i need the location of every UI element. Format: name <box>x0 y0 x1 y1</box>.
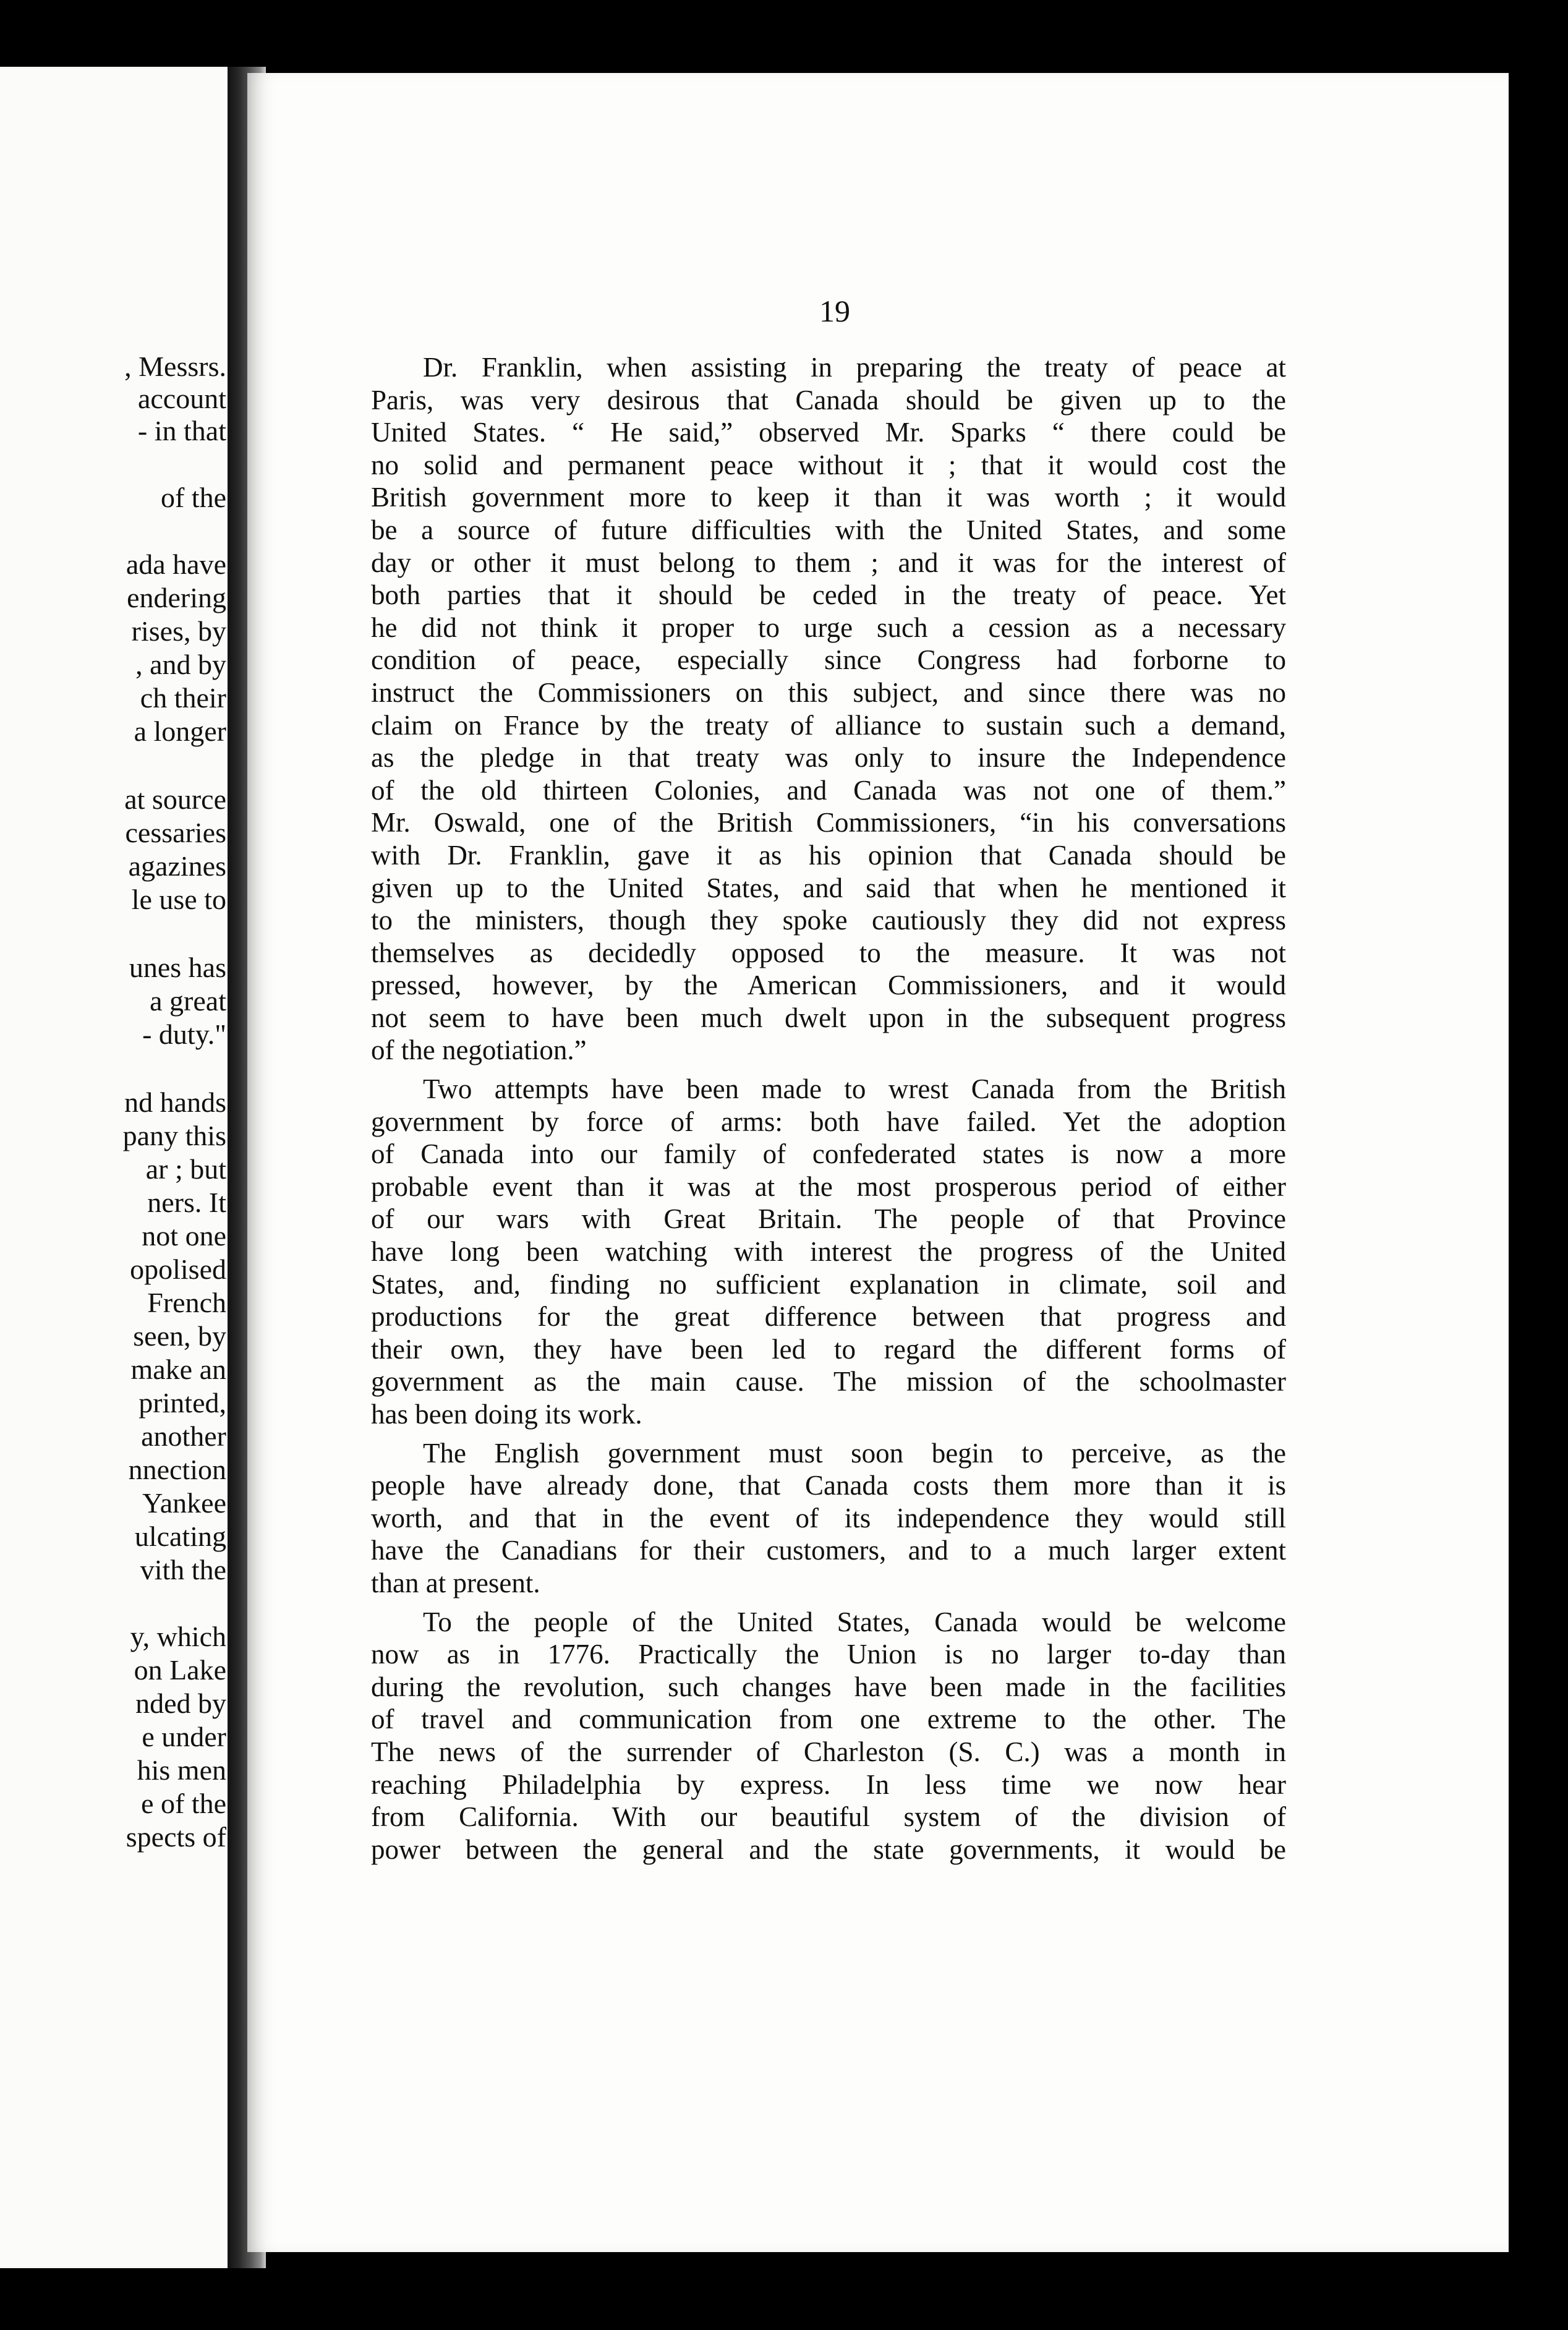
left-line: spects of <box>126 1821 226 1853</box>
left-line: rises, by <box>131 615 226 647</box>
text-line: States, and, finding no sufficient explanation in climate, soil and <box>371 1268 1286 1300</box>
text-line: pressed, however, by the American Commissioners, and it would <box>371 970 1286 1001</box>
text-line: with Dr. Franklin, gave it as his opinion that Canada should be <box>371 839 1286 871</box>
left-line: - duty." <box>142 1018 226 1050</box>
left-line: le use to <box>131 884 226 915</box>
text-line: Mr. Oswald, one of the British Commissioners, “in his conversations <box>371 807 1286 839</box>
left-line: , and by <box>135 649 226 680</box>
left-line: of the <box>160 482 226 513</box>
page-number: 19 <box>819 294 850 328</box>
text-line: Paris, was very desirous that Canada should be given up to the <box>371 384 1286 416</box>
text-line: probable event than it was at the most prosperous period of either <box>371 1171 1286 1202</box>
text-line: he did not think it proper to urge such a cession as a necessary <box>371 612 1286 643</box>
left-line: seen, by <box>133 1320 226 1352</box>
left-line: another <box>141 1420 226 1452</box>
left-line: his men <box>137 1754 226 1786</box>
text-line: have the Canadians for their customers, and to a much larger extent <box>371 1535 1286 1566</box>
text-line: power between the general and the state governments, it would be <box>371 1833 1286 1865</box>
text-line: worth, and that in the event of its independence they would still <box>371 1502 1286 1534</box>
text-line: during the revolution, such changes have been made in the facilities <box>371 1671 1286 1702</box>
text-line: from California. With our beautiful system of the division of <box>371 1801 1286 1833</box>
text-line: of our wars with Great Britain. The people of that Province <box>371 1203 1286 1235</box>
text-line: United States. “ He said,” observed Mr. Sparks “ there could be <box>371 417 1286 448</box>
text-line: British government more to keep it than it was worth ; it would <box>371 482 1286 513</box>
left-line: a longer <box>134 715 226 747</box>
text-line: both parties that it should be ceded in the treaty of peace. Yet <box>371 579 1286 611</box>
left-line: not one <box>142 1220 226 1252</box>
text-line: have long been watching with interest the progress of the United <box>371 1236 1286 1268</box>
left-line: at source <box>124 783 226 815</box>
text-line: To the people of the United States, Canada would be welcome <box>423 1606 1286 1637</box>
text-line: no solid and permanent peace without it ; that it would cost the <box>371 449 1286 480</box>
text-line: instruct the Commissioners on this subject, and since there was no <box>371 676 1286 708</box>
left-line: nnection <box>128 1454 226 1485</box>
text-line: of the negotiation.” <box>371 1035 587 1066</box>
text-line: to the ministers, though they spoke cautiously they did not express <box>371 905 1286 936</box>
left-line: ch their <box>140 682 226 714</box>
left-line: pany this <box>122 1120 226 1151</box>
text-line: their own, they have been led to regard the different forms of <box>371 1333 1286 1365</box>
text-line: claim on France by the treaty of alliance to sustain such a demand, <box>371 709 1286 741</box>
left-line: printed, <box>138 1387 226 1419</box>
text-line: be a source of future difficulties with the United States, and some <box>371 514 1286 545</box>
left-line: ada have <box>126 548 226 580</box>
left-line: French <box>147 1287 226 1318</box>
text-line: as the pledge in that treaty was only to insure the Independence <box>371 742 1286 774</box>
text-line: has been doing its work. <box>371 1399 642 1430</box>
text-line: given up to the United States, and said that when he mentioned it <box>371 872 1286 903</box>
left-line: ar ; but <box>145 1153 226 1185</box>
body-text <box>371 351 1286 1866</box>
left-line: opolised <box>130 1253 226 1285</box>
scan-border <box>1509 87 1568 2288</box>
text-line: The news of the surrender of Charleston (S. C.) was a month in <box>371 1736 1286 1767</box>
left-line: - in that <box>137 415 226 446</box>
left-line: on Lake <box>134 1654 226 1686</box>
text-line: Dr. Franklin, when assisting in preparing the treaty of peace at <box>423 352 1286 383</box>
left-line: unes has <box>129 952 226 983</box>
left-line: Yankee <box>142 1487 226 1519</box>
left-page-fragment <box>0 67 228 2268</box>
text-line: not seem to have been much dwelt upon in the subsequent progress <box>371 1002 1286 1033</box>
text-line: than at present. <box>371 1567 540 1598</box>
left-line: cessaries <box>125 817 226 848</box>
left-line: nd hands <box>124 1086 226 1118</box>
text-line: condition of peace, especially since Congress had forborne to <box>371 644 1286 676</box>
left-line: y, which <box>130 1621 226 1652</box>
text-line: government by force of arms: both have failed. Yet the adoption <box>371 1106 1286 1137</box>
left-line: agazines <box>128 850 226 882</box>
text-line: of Canada into our family of confederated states is now a more <box>371 1138 1286 1170</box>
text-line: The English government must soon begin to perceive, as the <box>423 1437 1286 1469</box>
left-line: make an <box>130 1354 226 1385</box>
left-line: a great <box>150 985 226 1017</box>
left-line: e under <box>142 1721 226 1752</box>
text-line: now as in 1776. Practically the Union is no larger to-day than <box>371 1639 1286 1670</box>
text-line: of travel and communication from one extreme to the other. The <box>371 1704 1286 1735</box>
text-line: people have already done, that Canada costs them more than it is <box>371 1470 1286 1501</box>
left-line: vith the <box>140 1554 226 1585</box>
text-line: of the old thirteen Colonies, and Canada was not one of them.” <box>371 774 1286 806</box>
left-line: account <box>137 383 226 414</box>
left-line: nded by <box>135 1688 226 1719</box>
text-line: themselves as decidedly opposed to the measure. It was not <box>371 937 1286 968</box>
left-line: e of the <box>141 1788 226 1819</box>
text-line: reaching Philadelphia by express. In less time we now hear <box>371 1769 1286 1800</box>
left-line: ulcating <box>134 1521 226 1552</box>
text-line: productions for the great difference between that progress and <box>371 1301 1286 1333</box>
left-line: , Messrs. <box>124 351 226 382</box>
text-line: day or other it must belong to them ; and it was for the interest of <box>371 547 1286 578</box>
left-line: endering <box>127 582 226 613</box>
left-line: ners. It <box>147 1187 226 1218</box>
text-line: government as the main cause. The mission of the schoolmaster <box>371 1366 1286 1398</box>
text-line: Two attempts have been made to wrest Canada from the British <box>423 1073 1286 1105</box>
